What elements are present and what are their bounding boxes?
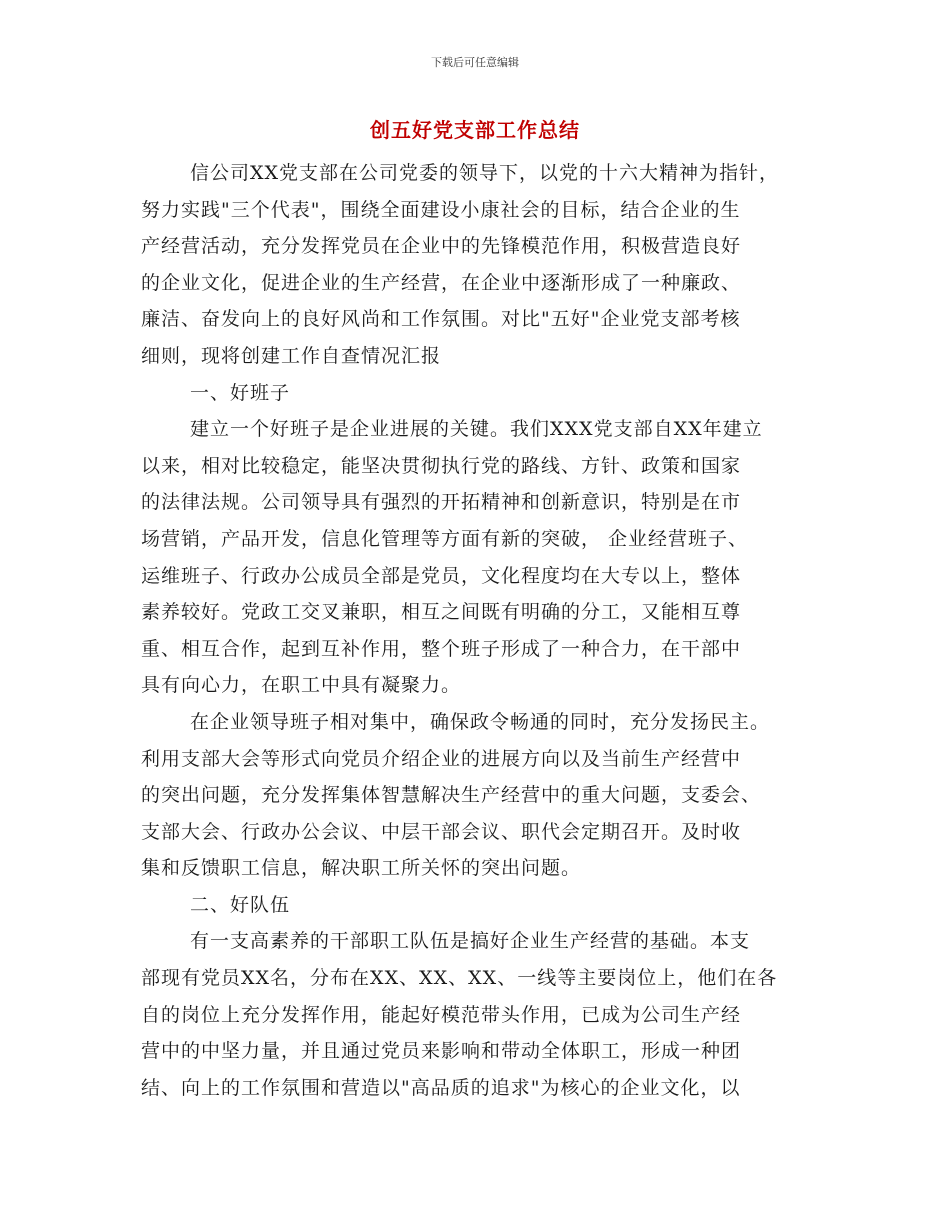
text-line: 二、好队伍 [190, 893, 291, 916]
text-line: 素养较好。党政工交叉兼职，相互之间既有明确的分工，又能相互尊 [141, 601, 742, 624]
text-line: 场营销，产品开发，信息化管理等方面有新的突破， 企业经营班子、 [141, 527, 749, 550]
document-title: 创五好党支部工作总结 [370, 118, 580, 142]
text-line: 努力实践"三个代表"，围绕全面建设小康社会的目标，结合企业的生 [141, 198, 741, 221]
text-line: 产经营活动，充分发挥党员在企业中的先锋模范作用，积极营造良好 [141, 235, 742, 258]
text-line: 的企业文化，促进企业的生产经营，在企业中逐渐形成了一种廉政、 [141, 271, 742, 294]
text-line: 部现有党员XX名，分布在XX、XX、XX、一线等主要岗位上，他们在各 [141, 967, 778, 990]
text-line: 有一支高素养的干部职工队伍是搞好企业生产经营的基础。本支 [190, 930, 751, 953]
text-line: 营中的中坚力量，并且通过党员来影响和带动全体职工，形成一种团 [141, 1040, 742, 1063]
text-line: 的突出问题，充分发挥集体智慧解决生产经营中的重大问题，支委会、 [141, 784, 762, 807]
text-line: 重、相互合作，起到互补作用，整个班子形成了一种合力，在干部中 [141, 637, 742, 660]
text-line: 建立一个好班子是企业进展的关键。我们XXX党支部自XX年建立 [190, 418, 763, 441]
text-line: 在企业领导班子相对集中，确保政令畅通的同时，充分发扬民主。 [190, 710, 771, 733]
page-header: 下载后可任意编辑 [431, 56, 519, 69]
text-line: 结、向上的工作氛围和营造以"高品质的追求"为核心的企业文化，以 [141, 1076, 741, 1099]
document-body [141, 155, 821, 1106]
text-line: 具有向心力，在职工中具有凝聚力。 [141, 674, 462, 697]
text-line: 利用支部大会等形式向党员介绍企业的进展方向以及当前生产经营中 [141, 747, 742, 770]
text-line: 集和反馈职工信息，解决职工所关怀的突出问题。 [141, 857, 582, 880]
text-line: 的法律法规。公司领导具有强烈的开拓精神和创新意识，特别是在市 [141, 491, 742, 514]
text-line: 以来，相对比较稳定，能坚决贯彻执行党的路线、方针、政策和国家 [141, 454, 742, 477]
text-line: 信公司XX党支部在公司党委的领导下，以党的十六大精神为指针， [190, 162, 780, 184]
text-line: 自的岗位上充分发挥作用，能起好模范带头作用，已成为公司生产经 [141, 1003, 742, 1026]
text-line: 细则，现将创建工作自查情况汇报 [141, 344, 442, 367]
text-line: 廉洁、奋发向上的良好风尚和工作氛围。对比"五好"企业党支部考核 [141, 308, 741, 331]
text-line: 运维班子、行政办公成员全部是党员，文化程度均在大专以上，整体 [141, 564, 742, 587]
text-line: 一、好班子 [190, 381, 291, 404]
text-line: 支部大会、行政办公会议、中层干部会议、职代会定期召开。及时收 [141, 820, 742, 843]
